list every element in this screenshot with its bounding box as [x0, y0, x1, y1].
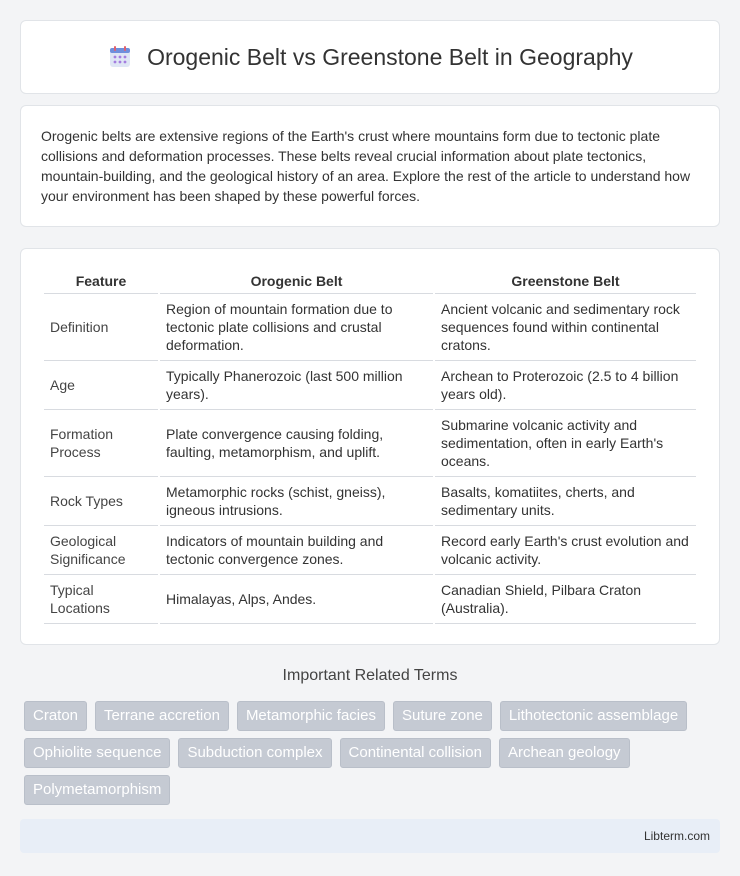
feature-cell: Rock Types: [44, 477, 158, 526]
table-row: [44, 477, 696, 526]
tag-subduction-complex[interactable]: Subduction complex: [178, 738, 331, 768]
header-orogenic-belt: Orogenic Belt: [160, 267, 433, 294]
table-header-row: [44, 267, 696, 294]
greenstone-cell: Record early Earth's crust evolution and volcanic activity.: [435, 526, 696, 575]
table-row: [44, 526, 696, 575]
tag-metamorphic-facies[interactable]: Metamorphic facies: [237, 701, 385, 731]
orogenic-cell: Plate convergence causing folding, faulting, metamorphism, and uplift.: [160, 410, 433, 477]
page-title: Orogenic Belt vs Greenstone Belt in Geography: [147, 43, 633, 70]
tag-terrane-accretion[interactable]: Terrane accretion: [95, 701, 229, 731]
tag-suture-zone[interactable]: Suture zone: [393, 701, 492, 731]
comparison-table: [42, 267, 698, 624]
feature-cell: Formation Process: [44, 410, 158, 477]
page-header: [20, 20, 720, 94]
greenstone-cell: Canadian Shield, Pilbara Craton (Australia).: [435, 575, 696, 624]
tag-continental-collision[interactable]: Continental collision: [340, 738, 491, 768]
greenstone-cell: Ancient volcanic and sedimentary rock sequences found within continental cratons.: [435, 294, 696, 361]
related-terms-section: [20, 667, 720, 805]
intro-text: Orogenic belts are extensive regions of the Earth's crust where mountains form due to tectonic plate collisions and deformation processes. These belts reveal crucial information about plate tectonics, mountain-building, and the geological history of an area. Explore the rest of the article to understand how your environment has been shaped by these powerful forces.: [41, 128, 691, 204]
tag-ophiolite-sequence[interactable]: Ophiolite sequence: [24, 738, 170, 768]
tag-archean-geology[interactable]: Archean geology: [499, 738, 630, 768]
footer: [20, 819, 720, 853]
header-greenstone-belt: Greenstone Belt: [435, 267, 696, 294]
comparison-table-card: [20, 248, 720, 645]
greenstone-cell: Basalts, komatiites, cherts, and sedimentary units.: [435, 477, 696, 526]
orogenic-cell: Typically Phanerozoic (last 500 million years).: [160, 361, 433, 410]
table-row: [44, 410, 696, 477]
orogenic-cell: Region of mountain formation due to tectonic plate collisions and crustal deformation.: [160, 294, 433, 361]
orogenic-cell: Himalayas, Alps, Andes.: [160, 575, 433, 624]
greenstone-cell: Archean to Proterozoic (2.5 to 4 billion years old).: [435, 361, 696, 410]
feature-cell: Typical Locations: [44, 575, 158, 624]
tag-polymetamorphism[interactable]: Polymetamorphism: [24, 775, 170, 805]
related-terms-title: Important Related Terms: [282, 667, 458, 684]
greenstone-cell: Submarine volcanic activity and sedimentation, often in early Earth's oceans.: [435, 410, 696, 477]
orogenic-cell: Indicators of mountain building and tectonic convergence zones.: [160, 526, 433, 575]
feature-cell: Definition: [44, 294, 158, 361]
related-terms-tags: [20, 701, 720, 805]
table-row: [44, 575, 696, 624]
table-row: [44, 294, 696, 361]
document-grid-icon: [107, 44, 133, 70]
intro-section: [20, 105, 720, 227]
tag-craton[interactable]: Craton: [24, 701, 87, 731]
footer-brand-link[interactable]: Libterm.com: [643, 829, 710, 843]
orogenic-cell: Metamorphic rocks (schist, gneiss), igneous intrusions.: [160, 477, 433, 526]
header-feature: Feature: [44, 267, 158, 294]
tag-lithotectonic-assemblage[interactable]: Lithotectonic assemblage: [500, 701, 687, 731]
feature-cell: Age: [44, 361, 158, 410]
feature-cell: Geological Significance: [44, 526, 158, 575]
table-row: [44, 361, 696, 410]
